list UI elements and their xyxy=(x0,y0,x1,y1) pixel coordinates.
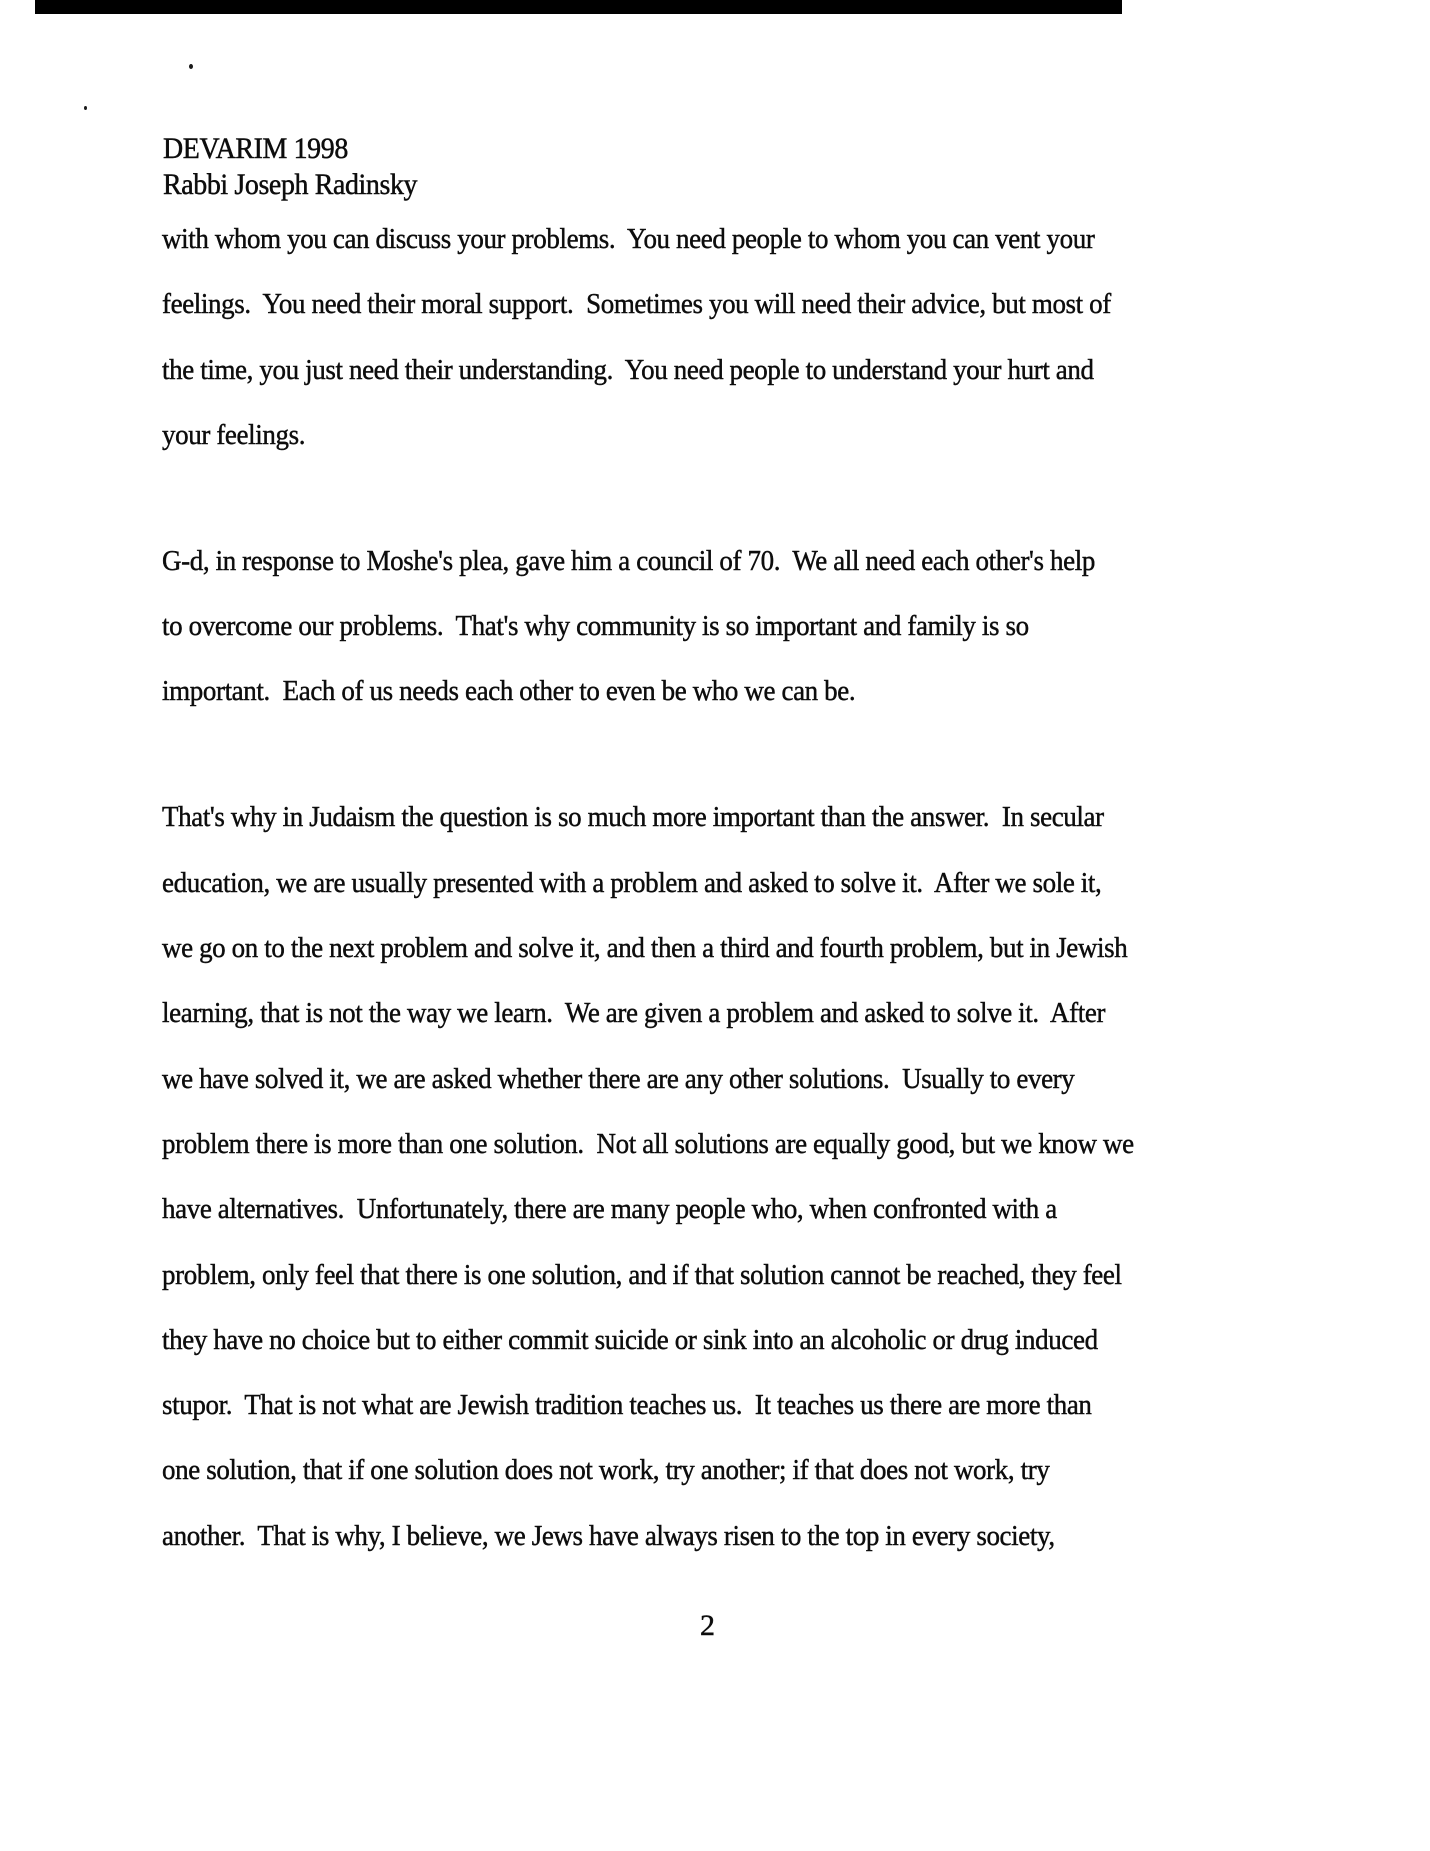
text-line: the time, you just need their understanding. You need people to understand your hurt and xyxy=(162,353,1094,386)
page-title: DEVARIM 1998 xyxy=(163,132,348,165)
text-line: they have no choice but to either commit suicide or sink into an alcoholic or drug induced xyxy=(162,1323,1098,1356)
text-line: problem there is more than one solution. Not all solutions are equally good, but we know we xyxy=(162,1127,1134,1160)
text-line: important. Each of us needs each other to even be who we can be. xyxy=(162,675,856,708)
text-line: G-d, in response to Moshe's plea, gave him a council of 70. We all need each other's help xyxy=(162,544,1095,577)
text-line: have alternatives. Unfortunately, there are many people who, when confronted with a xyxy=(162,1193,1057,1226)
paragraph xyxy=(162,529,1342,725)
text-line: with whom you can discuss your problems. You need people to whom you can vent your xyxy=(162,223,1095,255)
text-line: your feelings. xyxy=(162,418,306,451)
text-line: stupor. That is not what are Jewish tradition teaches us. It teaches us there are more than xyxy=(162,1389,1092,1422)
text-line: problem, only feel that there is one solution, and if that solution cannot be reached, they feel xyxy=(162,1258,1122,1291)
text-line: That's why in Judaism the question is so much more important than the answer. In secular xyxy=(162,801,1104,834)
scan-edge-bar xyxy=(35,0,1122,14)
text-line: one solution, that if one solution does not work, try another; if that does not work, try xyxy=(162,1454,1050,1487)
scan-speck xyxy=(84,106,87,110)
text-line: to overcome our problems. That's why community is so important and family is so xyxy=(162,610,1029,643)
page-number: 2 xyxy=(700,1609,715,1642)
text-line: another. That is why, I believe, we Jews have always risen to the top in every society, xyxy=(162,1519,1055,1552)
document-body xyxy=(162,207,1342,1569)
text-line: we have solved it, we are asked whether there are any other solutions. Usually to every xyxy=(162,1062,1075,1095)
text-line: education, we are usually presented with a problem and asked to solve it. After we sole it, xyxy=(162,866,1102,899)
paragraph xyxy=(162,785,1342,1569)
page-author: Rabbi Joseph Radinsky xyxy=(163,168,418,201)
scan-speck xyxy=(189,64,193,69)
document-header xyxy=(163,131,436,203)
text-line: feelings. You need their moral support. Sometimes you will need their advice, but most of xyxy=(162,288,1111,321)
text-line: learning, that is not the way we learn. We are given a problem and asked to solve it. After xyxy=(162,997,1106,1030)
text-line: we go on to the next problem and solve it, and then a third and fourth problem, but in Jewish xyxy=(162,932,1128,965)
paragraph xyxy=(162,207,1342,468)
